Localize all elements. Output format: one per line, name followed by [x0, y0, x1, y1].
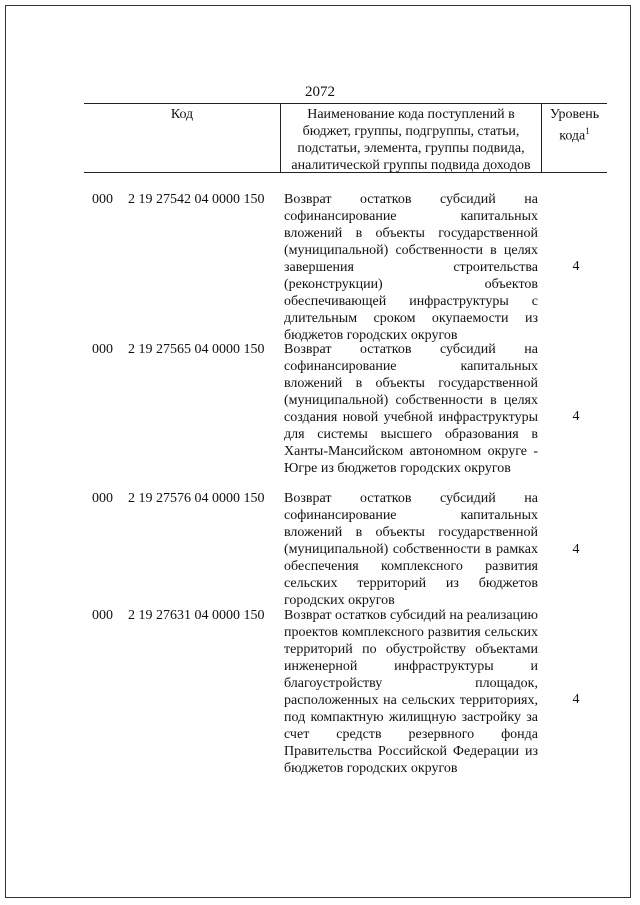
row-name: Возврат остатков субсидий на софинансирование капитальных вложений в объекты государственной (муниципальной) собственности в рамках обеспечения комплексного развития сельских территорий из бюджетов городских округов: [284, 491, 538, 608]
row-code: 2 19 27565 04 0000 150: [128, 342, 265, 357]
row-name: Возврат остатков субсидий на софинансирование капитальных вложений в объекты государственной (муниципальной) собственности в целях создания новой учебной инфраструктуры для системы высшего образования в Ханты-Мансийском автономном округе - Югре из бюджетов городских округов: [284, 342, 538, 476]
page-number: 2072: [305, 84, 335, 100]
header-level: [542, 104, 607, 172]
row-prefix: 000: [92, 608, 113, 623]
row-name: Возврат остатков субсидий на софинансирование капитальных вложений в объекты государственной (муниципальной) собственности в целях завершения строительства (реконструкции) объектов обеспечивающей инфраструктуры с длительным сроком окупаемости из бюджетов городских округов: [284, 192, 538, 343]
header-level-footnote: 1: [585, 126, 590, 136]
row-level: 4: [572, 542, 580, 557]
row-name: Возврат остатков субсидий на реализацию проектов комплексного развития сельских территорий по обустройству объектами инженерной инфраструктуры и благоустройству площадок, расположенных на сельских территориях, под компактную жилищную застройку за счет средств резервного фонда Правительства Российской Федерации из бюджетов городских округов: [284, 608, 538, 776]
table-header: [84, 103, 607, 173]
row-level: 4: [572, 259, 580, 274]
row-code: 2 19 27576 04 0000 150: [128, 491, 265, 506]
row-prefix: 000: [92, 192, 113, 207]
header-name: Наименование кода поступлений в бюджет, группы, подгруппы, статьи, подстатьи, элемента, группы подвида, аналитической группы подвида доходов: [280, 104, 542, 172]
row-code: 2 19 27631 04 0000 150: [128, 608, 265, 623]
header-level-label: Уровень кода: [549, 107, 600, 144]
row-code: 2 19 27542 04 0000 150: [128, 192, 265, 207]
header-code: Код: [170, 107, 194, 122]
row-prefix: 000: [92, 342, 113, 357]
row-prefix: 000: [92, 491, 113, 506]
row-level: 4: [572, 409, 580, 424]
row-level: 4: [572, 692, 580, 707]
